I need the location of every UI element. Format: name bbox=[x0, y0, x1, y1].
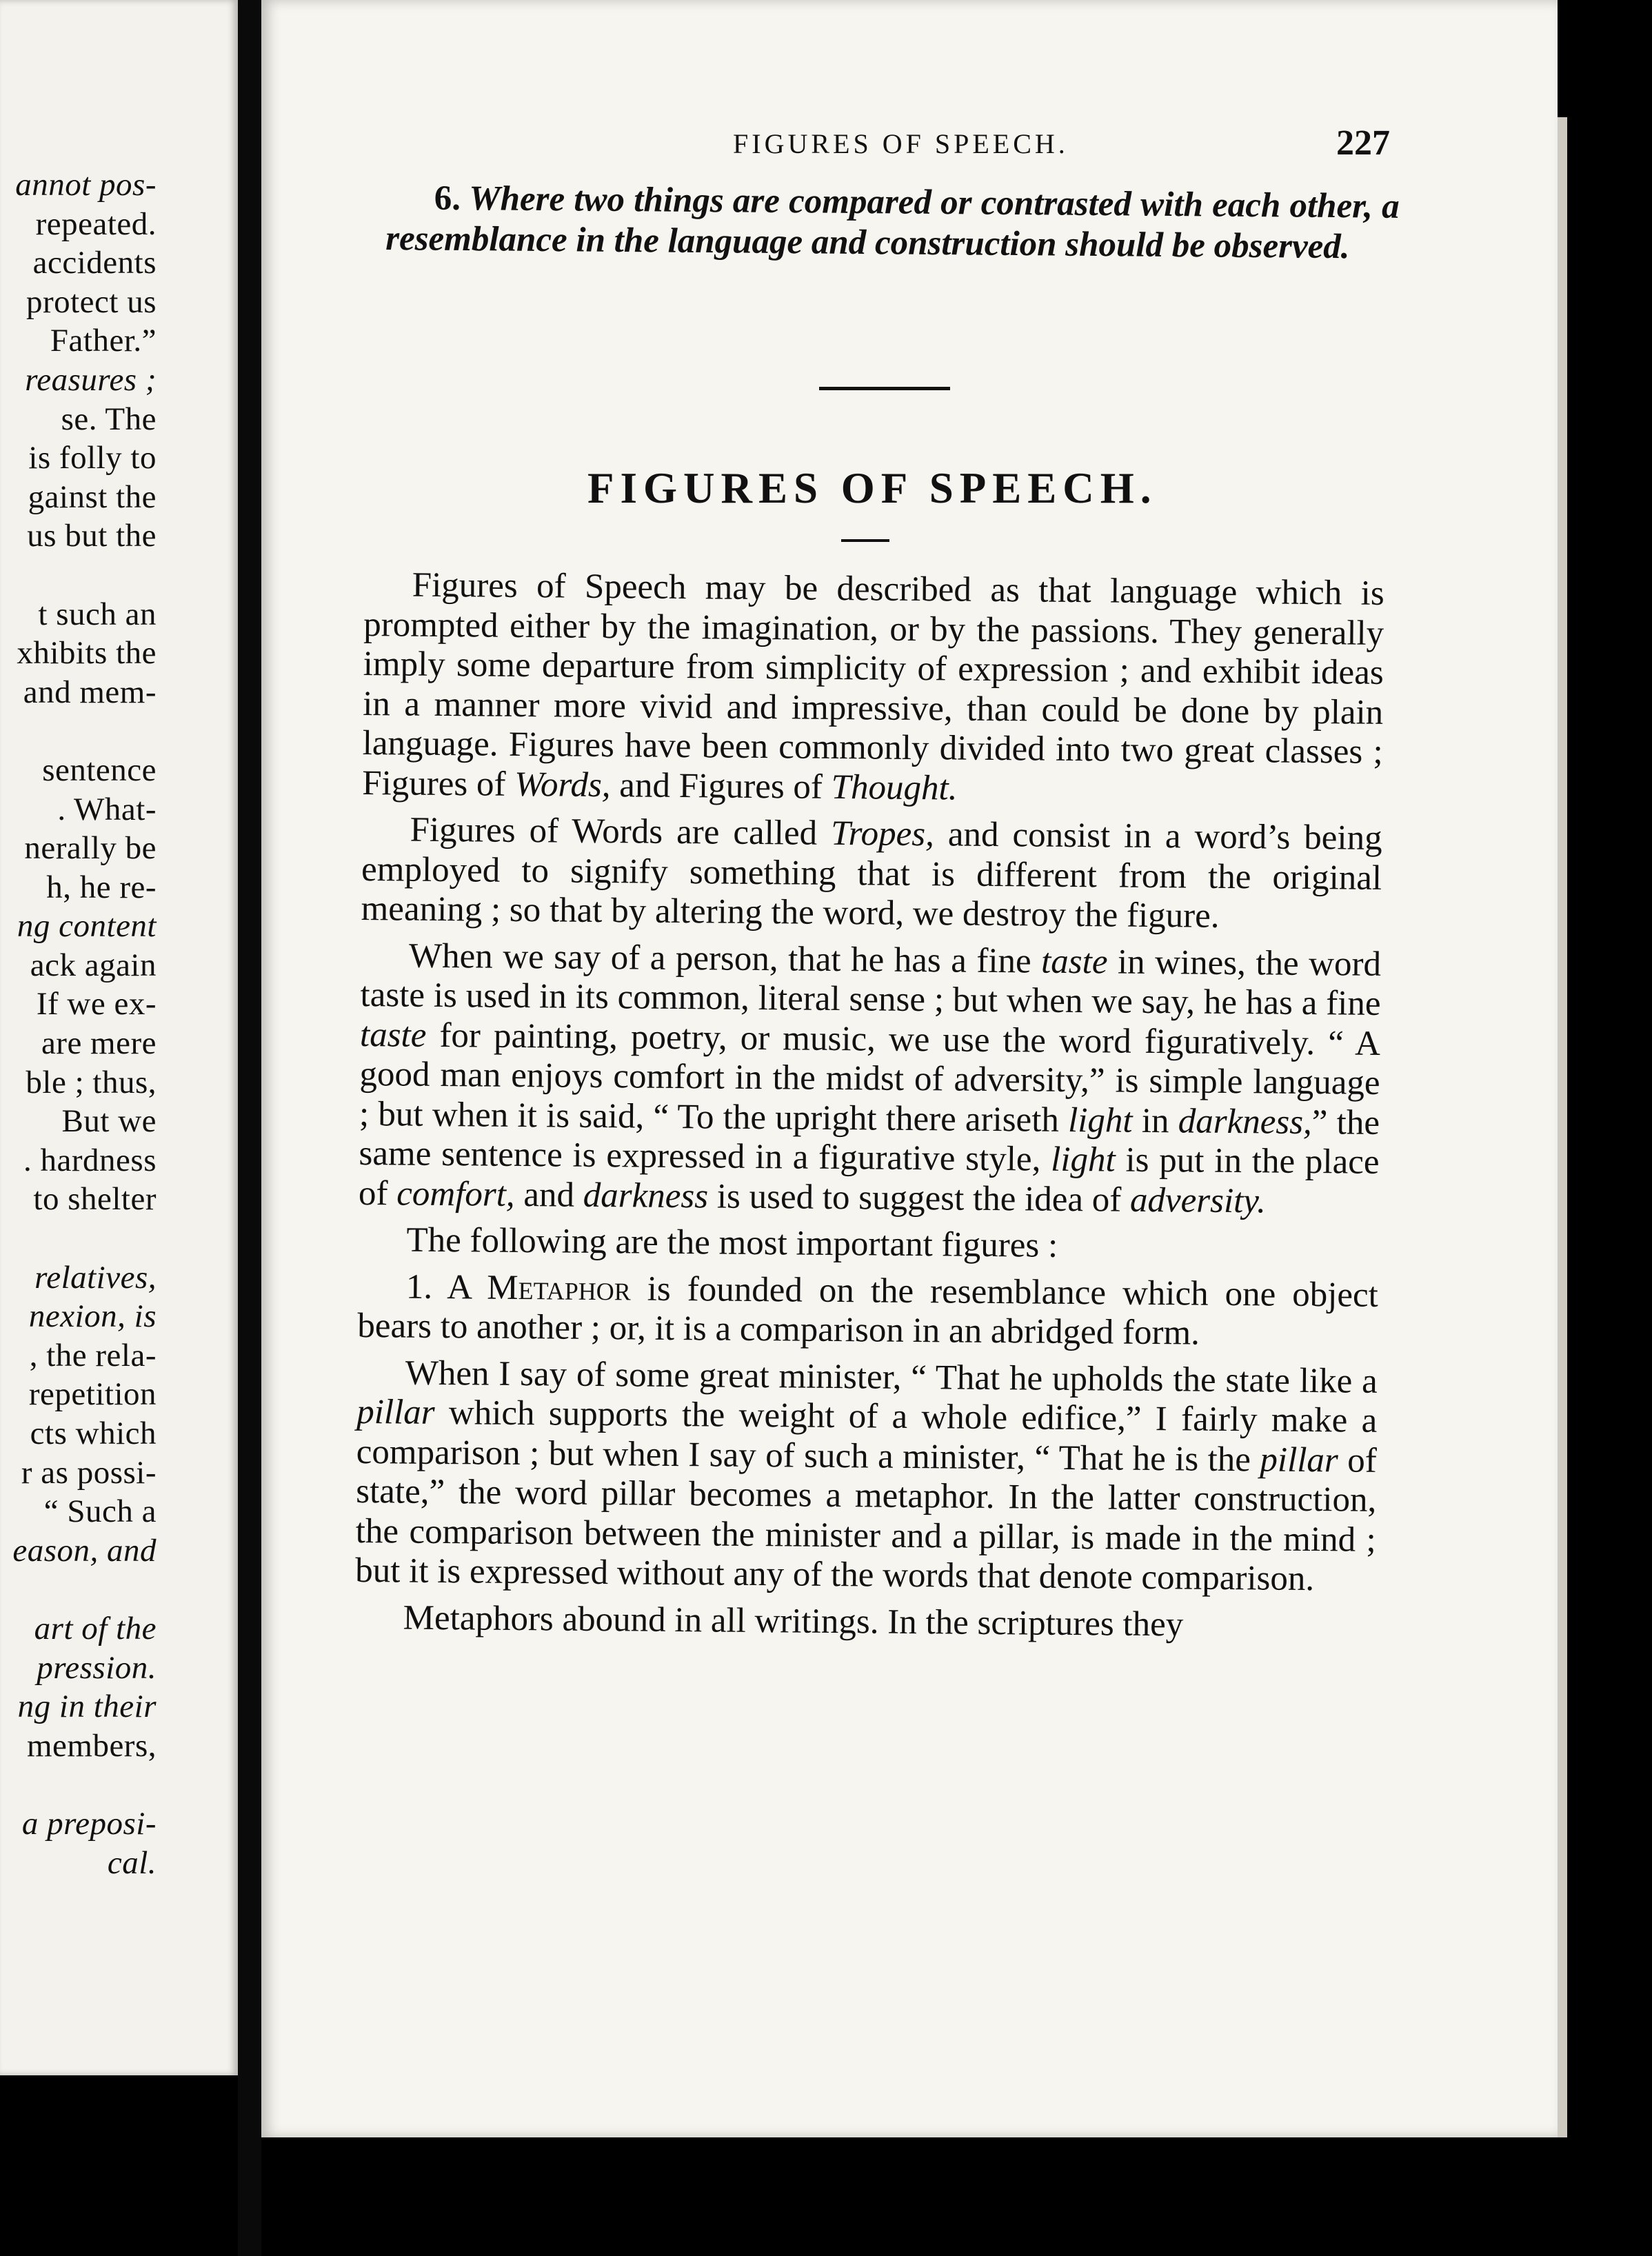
left-fragment: repetition bbox=[28, 1376, 157, 1413]
left-page-text-fragments bbox=[0, 165, 157, 1882]
text-run: for painting, poetry, or music, we use the word figuratively. “ A good man enjoys comfort in the midst of adversity,” is simple language ; but when it is said, “ To the upright there ariseth bbox=[359, 1016, 1381, 1140]
paragraph-pillar-example bbox=[355, 1353, 1378, 1600]
text-run: in bbox=[1132, 1101, 1178, 1140]
left-fragment: “ Such a bbox=[43, 1493, 157, 1530]
left-fragment: ng content bbox=[17, 908, 157, 945]
text-run: and bbox=[514, 1175, 584, 1215]
left-fragment: Father.” bbox=[50, 323, 157, 359]
italic-term: darkness, bbox=[1178, 1101, 1313, 1142]
left-fragment: pression. bbox=[37, 1649, 157, 1686]
left-fragment: eason, and bbox=[12, 1532, 157, 1569]
paragraph-metaphor-definition bbox=[357, 1267, 1378, 1355]
italic-term: pillar bbox=[356, 1392, 435, 1432]
book-gutter bbox=[238, 0, 261, 2256]
left-fragment: and mem- bbox=[23, 674, 157, 710]
left-fragment: us but the bbox=[27, 518, 157, 554]
italic-term: Words, bbox=[514, 765, 611, 805]
text-run: is founded on the resemblance which one object bears to another ; or, it is a comparison in an abridged form. bbox=[357, 1269, 1379, 1353]
paragraph-figures-intro: The following are the most important figures : bbox=[406, 1220, 1058, 1265]
text-run: of state,” the word pillar becomes a metaphor. In the latter construction, the comparison between the minister and a pillar, is made in the mind ; but it is expressed without any of the words that denote comparison. bbox=[355, 1440, 1377, 1599]
rule-six bbox=[385, 178, 1400, 268]
left-fragment bbox=[0, 1219, 157, 1258]
left-fragment: . hardness bbox=[23, 1142, 157, 1178]
left-fragment: cal. bbox=[107, 1844, 157, 1881]
left-fragment: xhibits the bbox=[17, 635, 157, 672]
italic-term: Tropes, bbox=[830, 814, 935, 854]
italic-term: taste bbox=[1040, 942, 1108, 981]
left-fragment: gainst the bbox=[28, 479, 157, 515]
left-fragment: accidents bbox=[32, 245, 157, 281]
italic-term: darkness bbox=[583, 1176, 709, 1216]
left-fragment: cts which bbox=[30, 1416, 157, 1451]
text-run: and Figures of bbox=[610, 765, 832, 807]
paragraph-tropes bbox=[361, 810, 1382, 938]
page-edge bbox=[1558, 117, 1567, 2137]
left-fragment: If we ex- bbox=[36, 986, 157, 1023]
italic-term: Thought. bbox=[831, 767, 958, 808]
body-text bbox=[354, 565, 1384, 1653]
left-fragment: reasures ; bbox=[25, 361, 157, 398]
text-run: is put in the place of bbox=[358, 1140, 1380, 1213]
paragraph-definition bbox=[362, 565, 1384, 812]
text-run: which supports the weight of a whole edifice,” I fairly make a comparison ; but when I say of such a minister, “ That he is the bbox=[356, 1393, 1378, 1479]
text-run: When we say of a person, that he has a fine bbox=[408, 936, 1042, 981]
italic-term: pillar bbox=[1260, 1440, 1339, 1480]
left-fragment: r as possi- bbox=[21, 1454, 157, 1491]
left-fragment: ack again bbox=[30, 947, 157, 983]
text-run: When I say of some great minister, “ That he upholds the state like a bbox=[405, 1353, 1378, 1401]
left-fragment: nexion, is bbox=[28, 1298, 157, 1335]
italic-term: light bbox=[1050, 1140, 1116, 1180]
left-fragment: relatives, bbox=[34, 1259, 157, 1296]
page-number: 227 bbox=[1336, 123, 1390, 163]
rule-text: Where two things are compared or contrasted with each other, a resemblance in the language and construction should be observed. bbox=[385, 179, 1400, 267]
italic-term: adversity. bbox=[1129, 1180, 1267, 1220]
left-fragment bbox=[0, 556, 157, 595]
left-fragment: sentence bbox=[42, 752, 157, 788]
left-fragment: members, bbox=[26, 1727, 157, 1764]
left-fragment: is folly to bbox=[28, 440, 157, 476]
left-fragment: are mere bbox=[41, 1025, 157, 1062]
rule-number: 6. bbox=[434, 179, 461, 218]
left-fragment: to shelter bbox=[33, 1181, 157, 1218]
left-fragment: se. The bbox=[61, 401, 157, 437]
left-fragment bbox=[0, 1570, 157, 1609]
italic-term: comfort, bbox=[396, 1174, 515, 1214]
text-run: ” the same sentence is expressed in a figurative style, bbox=[359, 1102, 1380, 1179]
text-run: and consist in a word’s being employed to signify something that is different from the original meaning ; so that by altering the word, we destroy the figure. bbox=[361, 815, 1382, 936]
left-fragment: annot pos- bbox=[15, 167, 157, 203]
running-head: FIGURES OF SPEECH. bbox=[733, 128, 1069, 159]
left-fragment bbox=[0, 1765, 157, 1804]
text-run: Figures of Words are called bbox=[410, 810, 832, 853]
left-fragment bbox=[0, 712, 157, 751]
italic-term: light bbox=[1067, 1100, 1133, 1140]
text-run: is used to suggest the idea of bbox=[707, 1176, 1131, 1220]
left-facing-page bbox=[0, 0, 238, 2075]
left-fragment: But we bbox=[61, 1103, 157, 1140]
left-fragment: a preposi- bbox=[21, 1805, 157, 1842]
section-title: FIGURES OF SPEECH. bbox=[587, 464, 1158, 512]
smallcaps-term: Metaphor bbox=[487, 1268, 632, 1308]
left-fragment: repeated. bbox=[35, 205, 157, 242]
text-run: 1. A bbox=[405, 1267, 487, 1307]
title-dash bbox=[841, 539, 889, 542]
paragraph-metaphors-abound: Metaphors abound in all writings. In the scriptures they bbox=[403, 1598, 1184, 1644]
left-fragment: h, he re- bbox=[46, 869, 157, 905]
left-fragment: art of the bbox=[34, 1610, 157, 1646]
text-run: in wines, the word taste is used in its common, literal sense ; but when we say, he has a fine bbox=[360, 942, 1382, 1023]
left-fragment: , the rela- bbox=[29, 1337, 157, 1373]
italic-term: taste bbox=[359, 1015, 427, 1055]
text-run: Figures of Speech may be described as that language which is prompted either by the imagination, or by the passions. They generally imply some departure from simplicity of expression ; and exhibit ideas in a manner more vivid and impressive, than could be done by plain language. Figures have been commonly divided into two great classes ; Figures of bbox=[362, 565, 1384, 804]
left-fragment: nerally be bbox=[24, 830, 157, 867]
section-divider bbox=[819, 387, 950, 390]
paragraph-taste-example bbox=[359, 936, 1381, 1222]
left-fragment: protect us bbox=[26, 283, 157, 320]
left-fragment: . What- bbox=[57, 791, 157, 827]
left-fragment: t such an bbox=[38, 596, 157, 632]
left-fragment: ble ; thus, bbox=[26, 1064, 157, 1100]
left-fragment: ng in their bbox=[17, 1689, 157, 1725]
